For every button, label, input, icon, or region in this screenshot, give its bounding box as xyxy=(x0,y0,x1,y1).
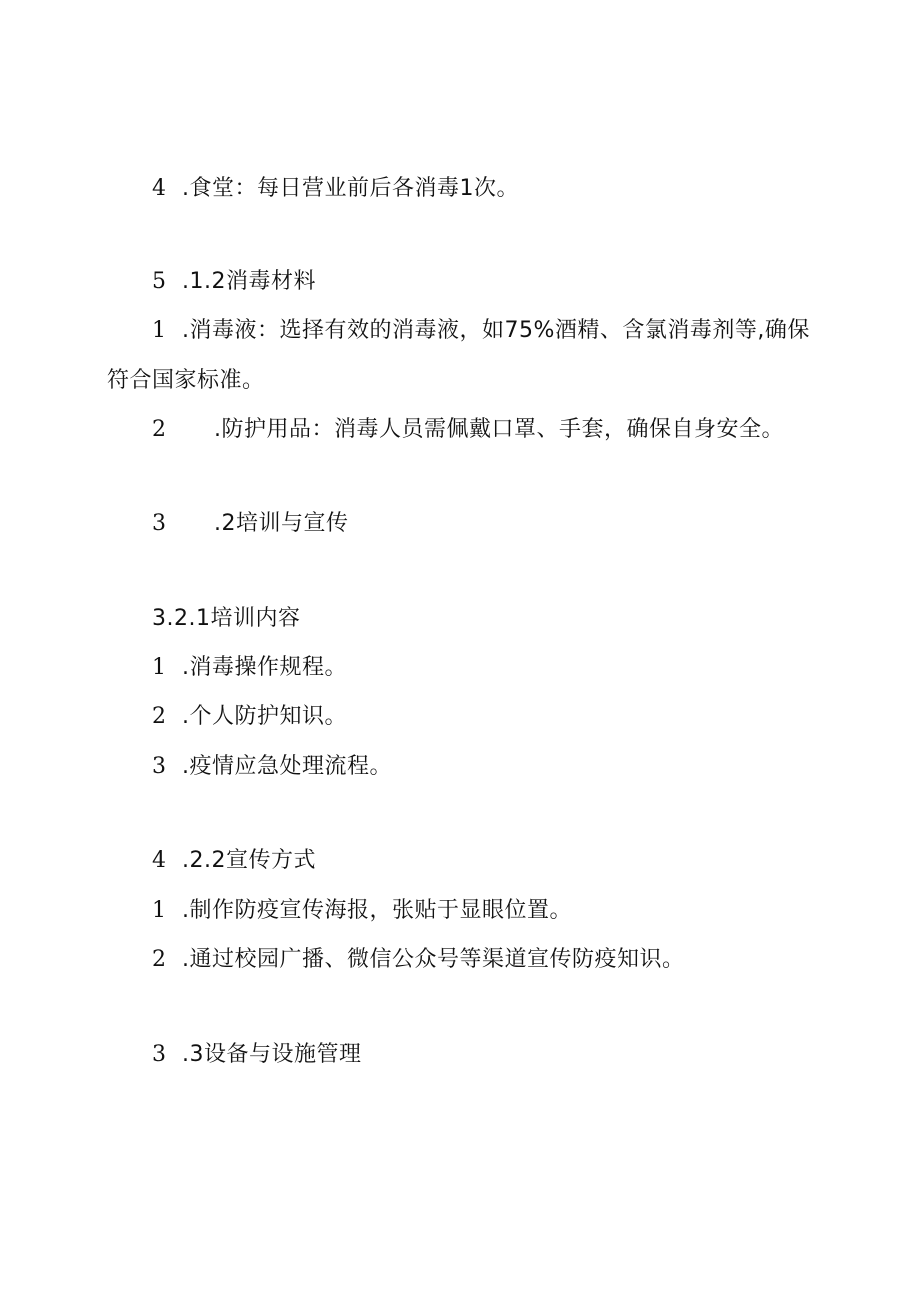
item-text: .制作防疫宣传海报，张贴于显眼位置。 xyxy=(182,898,572,923)
item-number: 2 xyxy=(152,704,167,729)
list-item-posters xyxy=(152,896,572,926)
item-number: 4 xyxy=(152,848,167,873)
item-text: 3.2.1培训内容 xyxy=(152,606,301,631)
list-item-broadcast-wechat xyxy=(152,945,685,975)
list-item-disinfection-procedures xyxy=(152,653,347,683)
section-heading-training-and-publicity xyxy=(152,509,349,539)
item-text: .1.2消毒材料 xyxy=(182,269,316,294)
list-item-disinfectant-continuation xyxy=(107,366,265,396)
item-number: 1 xyxy=(152,318,167,343)
list-item-personal-protection xyxy=(152,702,347,732)
item-text: .消毒操作规程。 xyxy=(182,655,347,680)
item-text: .疫情应急处理流程。 xyxy=(182,754,392,779)
item-number: 2 xyxy=(152,947,167,972)
list-item-emergency-process xyxy=(152,752,392,782)
item-text: .食堂：每日营业前后各消毒1次。 xyxy=(182,176,519,201)
item-number: 4 xyxy=(152,176,167,201)
item-number: 3 xyxy=(152,1042,167,1067)
item-text: .防护用品：消毒人员需佩戴口罩、手套，确保自身安全。 xyxy=(214,417,784,442)
item-number: 2 xyxy=(152,417,167,442)
section-heading-equipment-management xyxy=(152,1040,362,1070)
item-text: .通过校园广播、微信公众号等渠道宣传防疫知识。 xyxy=(182,947,685,972)
section-heading-publicity-methods xyxy=(152,846,316,876)
list-item-canteen xyxy=(152,174,519,204)
item-number: 1 xyxy=(152,898,167,923)
item-text: .3设备与设施管理 xyxy=(182,1042,362,1067)
item-number: 3 xyxy=(152,754,167,779)
item-text: .消毒液：选择有效的消毒液，如75%酒精、含氯消毒剂等,确保 xyxy=(182,318,810,343)
section-heading-training-content xyxy=(152,604,300,634)
item-number: 3 xyxy=(152,511,167,536)
item-text: .2.2宣传方式 xyxy=(182,848,316,873)
section-heading-disinfection-materials xyxy=(152,267,316,297)
item-number: 1 xyxy=(152,655,167,680)
list-item-protective-gear xyxy=(152,415,784,445)
item-number: 5 xyxy=(152,269,167,294)
item-text: .个人防护知识。 xyxy=(182,704,347,729)
list-item-disinfectant xyxy=(152,316,810,346)
item-text: .2培训与宣传 xyxy=(214,511,349,536)
item-text: 符合国家标准。 xyxy=(107,368,265,393)
